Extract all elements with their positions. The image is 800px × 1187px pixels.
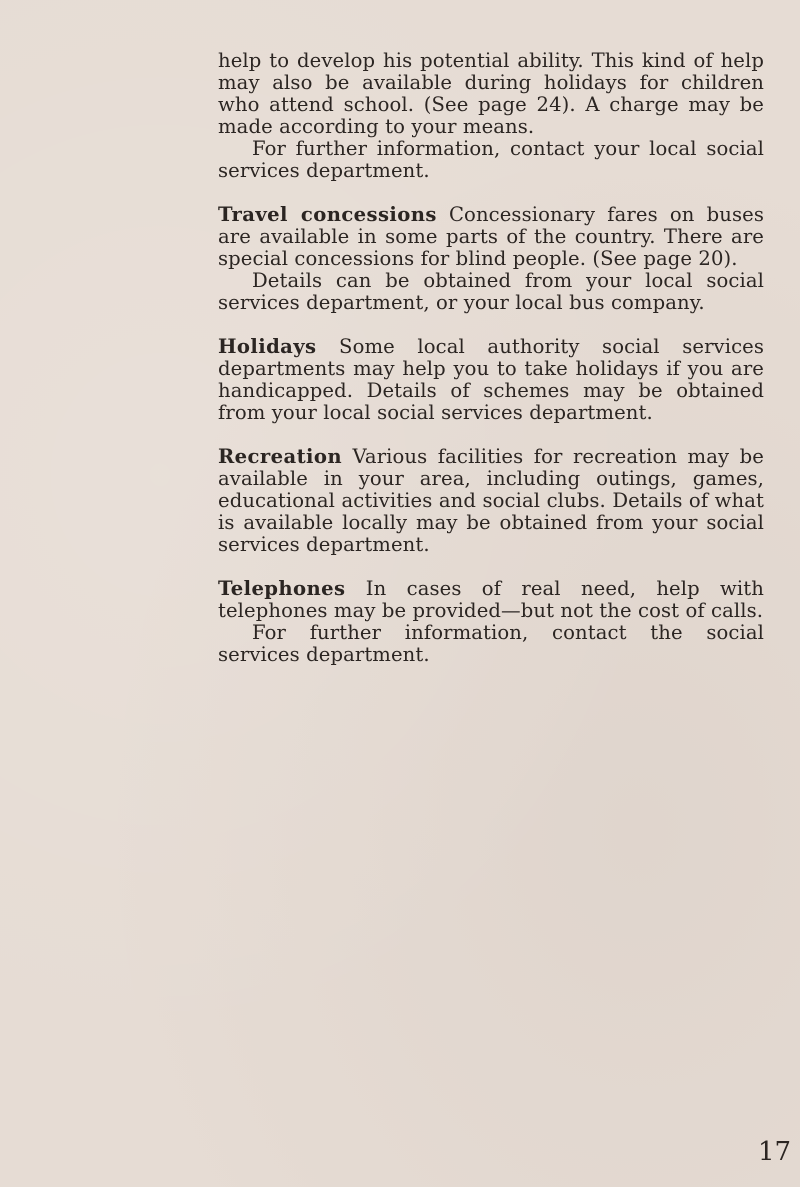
- text-column: [218, 50, 764, 666]
- section-heading: Holidays: [218, 335, 317, 358]
- section-heading: Telephones: [218, 577, 346, 600]
- section-followup: Details can be obtained from your local social services department, or your local bus company.: [218, 269, 764, 314]
- section-body: Concessionary fares on buses are available in some parts of the country. There are special concessions for blind people. (See page 20).: [218, 203, 764, 270]
- intro-contact-paragraph: For further information, contact your local social services department.: [218, 137, 764, 182]
- section-paragraph: [218, 336, 764, 424]
- page-number: 17: [758, 1137, 792, 1167]
- section-heading: Recreation: [218, 445, 342, 468]
- section-recreation: [218, 446, 764, 556]
- section-followup: For further information, contact the social services department.: [218, 621, 764, 666]
- section-travel-concessions: [218, 204, 764, 314]
- section-paragraph: [218, 578, 764, 622]
- section-paragraph: [218, 446, 764, 556]
- section-paragraph: [218, 204, 764, 270]
- section-holidays: [218, 336, 764, 424]
- section-heading: Travel concessions: [218, 203, 437, 226]
- section-body: In cases of real need, help with telephones may be provided—but not the cost of calls.: [218, 577, 764, 622]
- intro-paragraph: help to develop his potential ability. This kind of help may also be available during holidays for children who attend school. (See page 24). A charge may be made according to your means.: [218, 49, 764, 138]
- intro-section: [218, 50, 764, 182]
- section-body: Some local authority social services departments may help you to take holidays if you are handicapped. Details of schemes may be obtained from your local social services department.: [218, 335, 764, 424]
- section-telephones: [218, 578, 764, 666]
- section-body: Various facilities for recreation may be available in your area, including outings, games, educational activities and social clubs. Details of what is available locally may be obtained from your social services department.: [218, 445, 764, 556]
